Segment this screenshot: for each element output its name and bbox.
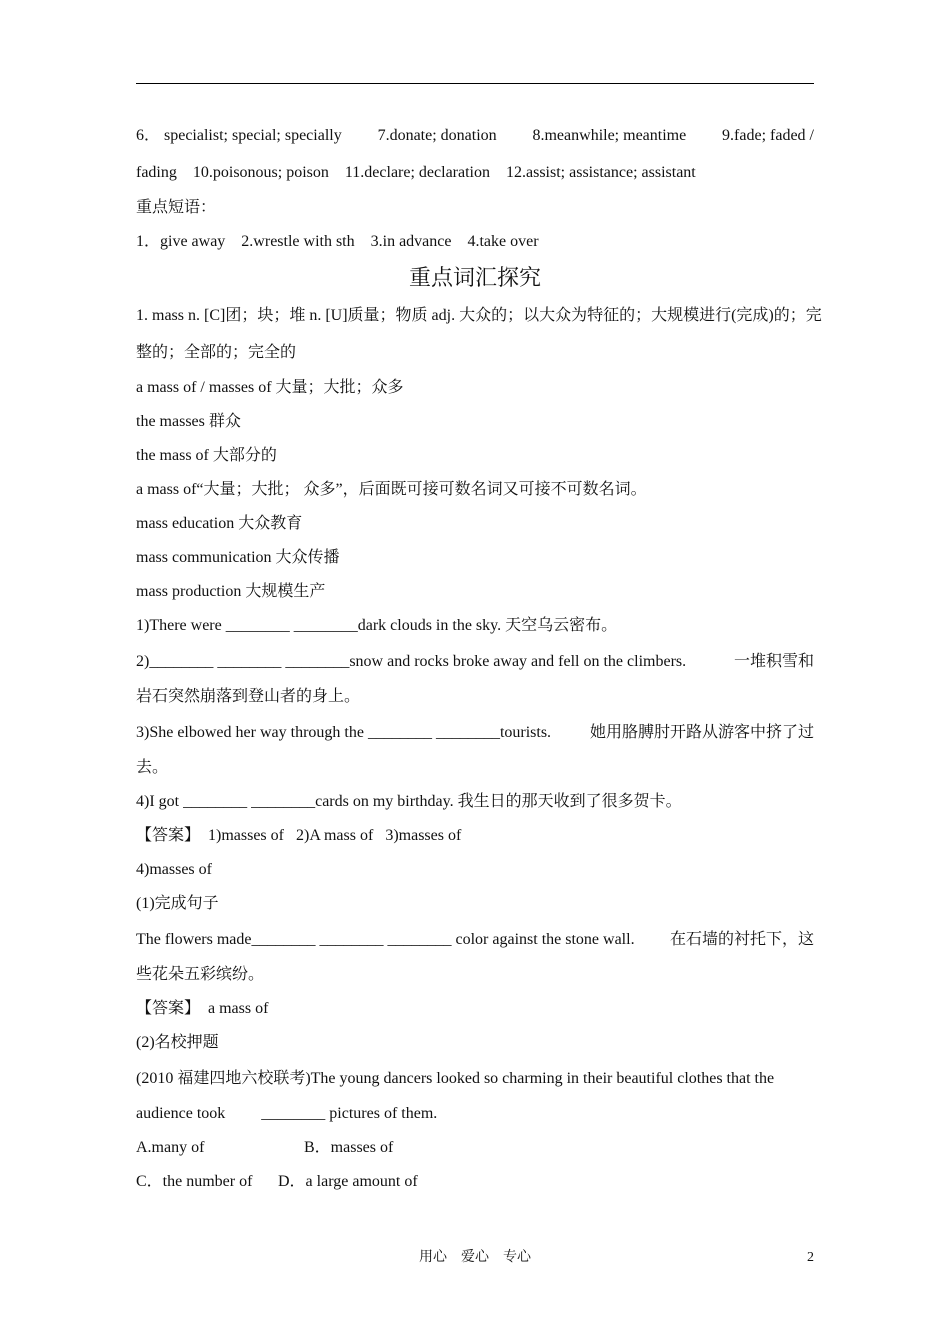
exercise-3-english: 3)She elbowed her way through the ________ ________tourists. <box>136 724 552 741</box>
page-footer <box>0 1246 950 1270</box>
exercise-1: 1)There were ________ ________dark clouds in the sky. 天空乌云密布。 <box>136 617 618 634</box>
exercise-3-line-2: 去。 <box>136 759 169 776</box>
exercise-2-line-1 <box>136 643 814 680</box>
vocab-line-1 <box>136 117 814 154</box>
complete-sentence-line-2: 些花朵五彩缤纷。 <box>136 966 265 983</box>
complete-sentence-english: The flowers made________ ________ ________ color against the stone wall. <box>136 931 635 948</box>
mass-definition: 1. mass n. [C]团；块；堆 n. [U]质量；物质 adj. 大众的；以大众为特征的；大规模进行(完成)的；完 <box>136 307 822 324</box>
exercise-2-line-2: 岩石突然崩落到登山者的身上。 <box>136 688 361 705</box>
usage-line: a mass of / masses of 大量；大批；众多 <box>136 379 404 396</box>
page-number: 2 <box>807 1250 814 1265</box>
mass-definition-line-1 <box>136 297 822 334</box>
vocab-item: 6． specialist; special; specially <box>136 127 342 144</box>
school-question-heading: (2)名校押题 <box>136 1034 219 1051</box>
phrases-items: 1．give away 2.wrestle with sth 3.in advance 4.take over <box>136 233 539 250</box>
complete-sentence-heading: (1)完成句子 <box>136 895 219 912</box>
usage-line: mass education 大众教育 <box>136 515 303 532</box>
usage-line: the mass of 大部分的 <box>136 447 277 464</box>
options-row-1 <box>136 1131 814 1165</box>
section-title: 重点词汇探究 <box>408 265 541 290</box>
vocab-item: 9.fade; faded / <box>722 127 814 144</box>
exercise-3-chinese: 她用胳膊肘开路从游客中挤了过 <box>589 724 814 741</box>
exercise-3-line-1 <box>136 714 814 751</box>
exercise-2-chinese: 一堆积雪和 <box>733 653 814 670</box>
usage-line: the masses 群众 <box>136 413 241 430</box>
phrases-heading: 重点短语： <box>136 199 217 216</box>
vocab-item: 7.donate; donation <box>377 127 497 144</box>
footer-motto: 用心 爱心 专心 <box>419 1250 531 1265</box>
option-a: A.many of <box>136 1139 205 1156</box>
complete-sentence-line-1 <box>136 921 814 958</box>
usage-line: mass communication 大众传播 <box>136 549 340 566</box>
school-question-line-1 <box>136 1060 814 1097</box>
school-question-text: (2010 福建四地六校联考)The young dancers looked so charming in their beautiful clothes that the <box>136 1070 775 1087</box>
mass-definition-line-2: 整的；全部的；完全的 <box>136 344 297 361</box>
answer-1-continued: 4)masses of <box>136 861 212 878</box>
usage-line: a mass of“大量；大批； 众多”，后面既可接可数名词又可接不可数名词。 <box>136 481 647 498</box>
options-row-2 <box>136 1165 814 1199</box>
option-c: C．the number of <box>136 1173 253 1190</box>
vocab-line-2: fading 10.poisonous; poison 11.declare; declaration 12.assist; assistance; assistant <box>136 164 696 181</box>
document-body <box>136 117 822 1199</box>
header-rule <box>136 83 814 84</box>
usage-line: mass production 大规模生产 <box>136 583 326 600</box>
answer-1: 【答案】 1)masses of 2)A mass of 3)masses of <box>136 827 462 844</box>
complete-sentence-chinese: 在石墙的衬托下，这 <box>669 931 814 948</box>
option-d: D．a large amount of <box>278 1173 418 1190</box>
option-b: B．masses of <box>304 1139 394 1156</box>
vocab-item: 8.meanwhile; meantime <box>532 127 687 144</box>
exercise-4: 4)I got ________ ________cards on my birthday. 我生日的那天收到了很多贺卡。 <box>136 793 682 810</box>
answer-2: 【答案】 a mass of <box>136 1000 269 1017</box>
school-question-line-2: audience took ________ pictures of them. <box>136 1105 438 1122</box>
exercise-2-english: 2)________ ________ ________snow and rocks broke away and fell on the climbers. <box>136 653 687 670</box>
